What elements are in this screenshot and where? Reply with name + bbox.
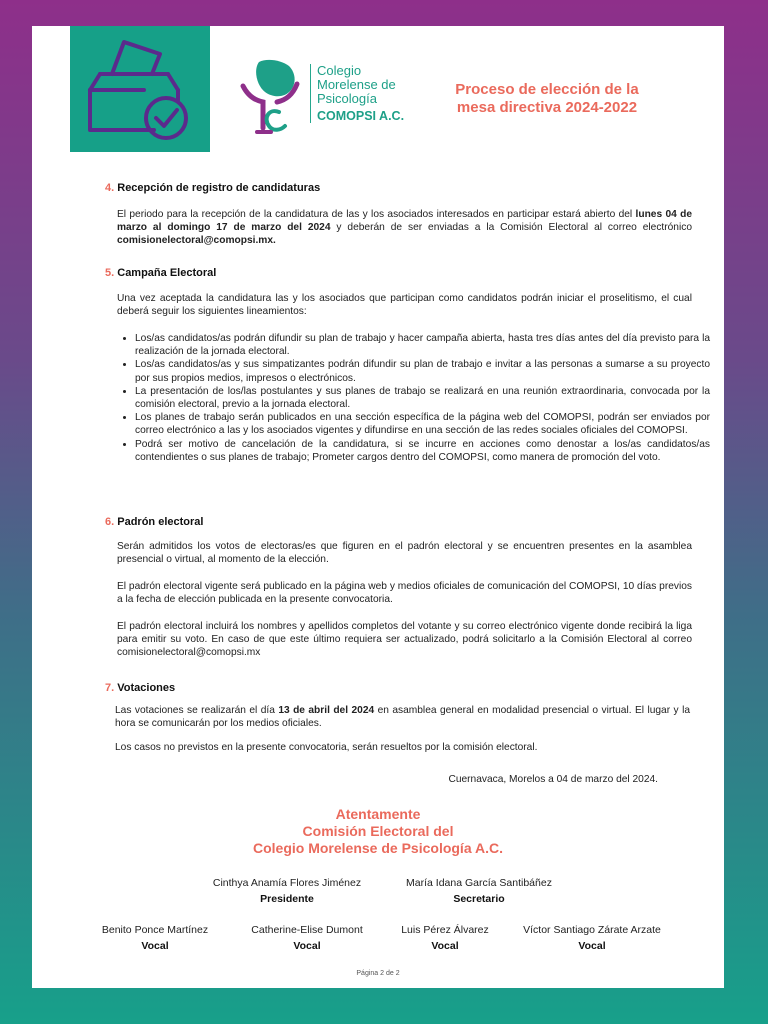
signatory xyxy=(374,924,516,952)
section-title: Recepción de registro de candidaturas xyxy=(117,182,321,194)
signatory xyxy=(384,877,574,905)
text: y deberán de ser enviadas a la Comisión Electoral al correo electrónico xyxy=(330,222,692,234)
title-line: Proceso de elección de la xyxy=(455,81,639,98)
text: Las votaciones se realizarán el día xyxy=(115,705,279,716)
signatory-role: Vocal xyxy=(578,940,606,952)
closing-block xyxy=(32,806,724,857)
signatory xyxy=(512,924,672,952)
section-heading xyxy=(105,267,216,279)
section-number: 7. xyxy=(105,682,115,694)
guidelines-list xyxy=(117,332,710,464)
closing-line: Atentamente xyxy=(335,806,421,822)
bold-date: 13 de abril del 2024 xyxy=(278,705,375,716)
signatory-name: Cinthya Anamía Flores Jiménez xyxy=(212,877,362,889)
closing-line: Colegio Morelense de Psicología A.C. xyxy=(253,840,503,856)
section-number: 6. xyxy=(105,516,115,528)
signatory-name: María Idana García Santibáñez xyxy=(406,877,552,889)
email-text: comisionelectoral@comopsi.mx. xyxy=(117,235,276,247)
section-title: Votaciones xyxy=(117,682,176,694)
signatory-name: Luis Pérez Álvarez xyxy=(401,924,489,936)
logo-wordmark xyxy=(310,64,404,123)
logo-line: Psicología xyxy=(317,91,377,106)
closing-line: Comisión Electoral del xyxy=(302,823,454,839)
paragraph: Serán admitidos los votos de electoras/es que figuren en el padrón electoral y se encuentren presentes en la asamblea presencial o virtual, al momento de la elección. xyxy=(117,541,692,566)
section-heading xyxy=(105,682,175,694)
section-title: Campaña Electoral xyxy=(117,267,217,279)
text: en asamblea general en modalidad presencial o virtual. El lugar y la hora se comunicarán por los medios oficiales. xyxy=(115,705,690,730)
paragraph: El padrón electoral vigente será publicado en la página web y medios oficiales de comunicación del COMOPSI, 10 días previos a la fecha de elección publicada en la presente convocatoria. xyxy=(117,581,692,606)
comopsi-logo-icon xyxy=(237,58,305,138)
list-item: • Los/as candidatos/as y sus simpatizantes podrán difundir su plan de trabajo e invitar a las personas a sumarse a su proyecto por sus propios medios, impresos o electrónicos. xyxy=(135,358,710,384)
section-title: Padrón electoral xyxy=(117,516,204,528)
header-ballot-block xyxy=(70,26,210,152)
section-number: 4. xyxy=(105,182,115,194)
signatory xyxy=(84,924,226,952)
signatory-role: Vocal xyxy=(293,940,321,952)
logo-line: Colegio xyxy=(317,63,362,78)
signatory-role: Vocal xyxy=(431,940,459,952)
paragraph: Los casos no previstos en la presente convocatoria, serán resueltos por la comisión electoral. xyxy=(115,742,538,753)
signatory-name: Benito Ponce Martínez xyxy=(101,924,209,936)
signatory xyxy=(192,877,382,905)
ballot-box-icon xyxy=(84,34,196,146)
signatory xyxy=(236,924,378,952)
list-item: • Podrá ser motivo de cancelación de la candidatura, si se incurre en acciones como denostar a los/as candidatos/as contendientes o sus planes de trabajo; Prometer cargos dentro del COMOPSI, como manera de promoción del voto. xyxy=(135,438,710,464)
signatory-name: Catherine-Elise Dumont xyxy=(251,924,363,936)
list-item: • La presentación de los/las postulantes y sus planes de trabajo se realizará en una reunión extraordinaria, convocada por la comisión electoral, previo a la jornada electoral. xyxy=(135,385,710,411)
document-page xyxy=(32,26,724,988)
bold-text: lunes 04 de marzo al domingo 17 de marzo del 2024 xyxy=(117,209,692,234)
signatory-role: Presidente xyxy=(260,893,314,905)
title-line: mesa directiva 2024-2022 xyxy=(456,99,638,116)
place-date: Cuernavaca, Morelos a 04 de marzo del 2024. xyxy=(448,774,658,785)
document-title xyxy=(427,81,667,117)
list-item: • Los planes de trabajo serán publicados en una sección específica de la página web del COMOPSI, podrán ser enviados por correo electrónico a las y los asociados vigentes y difundirse en una sección de las redes sociales oficiales del COMOPSI. xyxy=(135,411,710,437)
text: El periodo para la recepción de la candidatura de las y los asociados interesados en participar estará abierto del xyxy=(117,209,636,220)
section-heading xyxy=(105,182,320,194)
paragraph xyxy=(117,208,692,248)
signatory-name: Víctor Santiago Zárate Arzate xyxy=(523,924,661,936)
signatory-role: Vocal xyxy=(141,940,169,952)
logo-line: Morelense de xyxy=(317,77,396,92)
section-number: 5. xyxy=(105,267,115,279)
page-number: Página 2 de 2 xyxy=(356,970,400,977)
section-heading xyxy=(105,516,203,528)
paragraph xyxy=(115,704,690,730)
logo-org: COMOPSI A.C. xyxy=(317,109,405,123)
list-item: • Los/as candidatos/as podrán difundir su plan de trabajo y hacer campaña abierta, hasta tres días antes del día previsto para la realización de la jornada electoral. xyxy=(135,332,710,358)
paragraph: El padrón electoral incluirá los nombres y apellidos completos del votante y su correo electrónico vigente donde recibirá la liga para emitir su voto. En caso de que este último requiera ser actualizado, podrá solicitarlo a la Comisión Electoral al correo comisionelectoral@comopsi.mx xyxy=(117,621,692,659)
paragraph: Una vez aceptada la candidatura las y los asociados que participan como candidatos podrán iniciar el proselitismo, el cual deberá seguir los siguientes lineamientos: xyxy=(117,293,692,318)
signatory-role: Secretario xyxy=(453,893,505,905)
